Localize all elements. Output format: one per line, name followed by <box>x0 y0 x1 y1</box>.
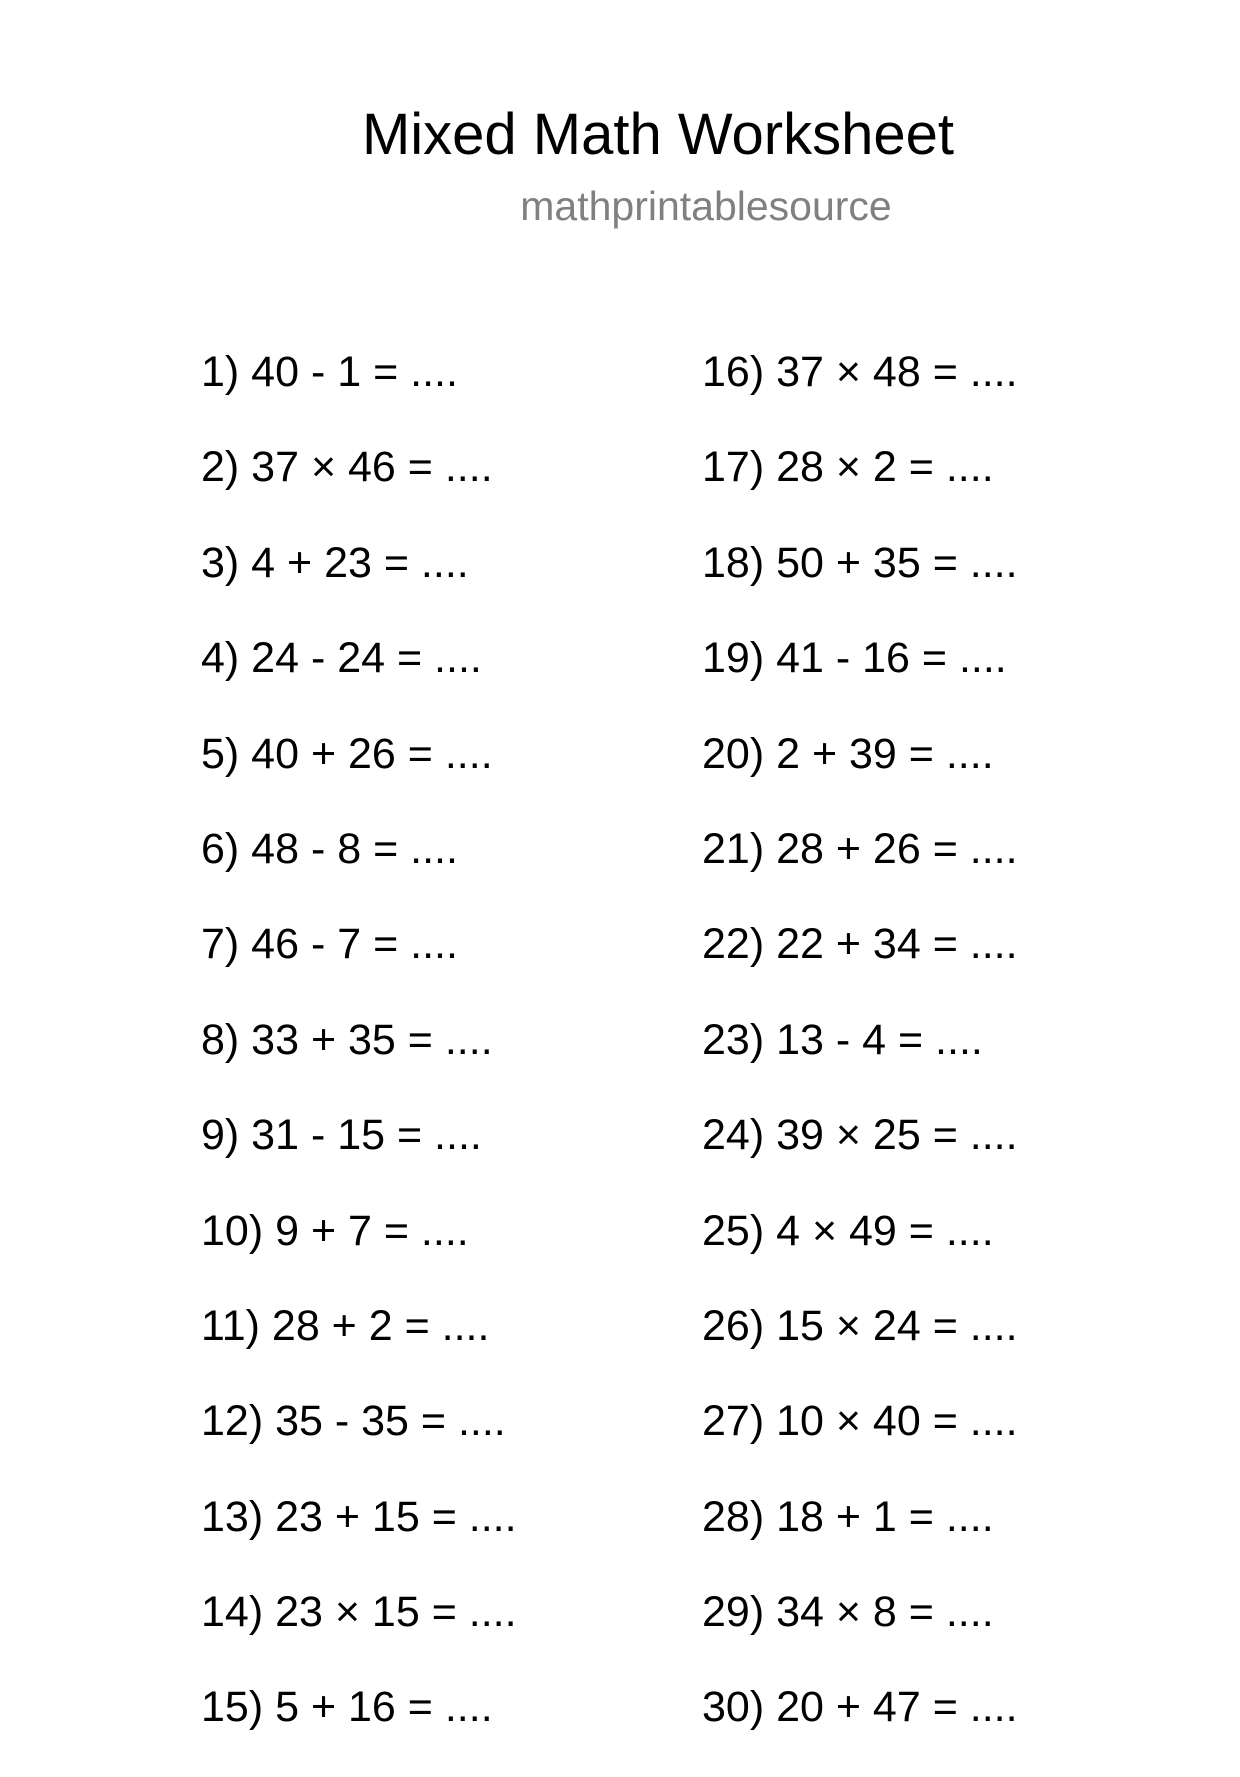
problem-15: 15) 5 + 16 = .... <box>201 1683 493 1732</box>
problem-24: 24) 39 × 25 = .... <box>702 1111 1018 1160</box>
problem-25: 25) 4 × 49 = .... <box>702 1206 994 1255</box>
problem-16: 16) 37 × 48 = .... <box>702 348 1018 396</box>
problem-14: 14) 23 × 15 = .... <box>201 1588 517 1637</box>
problem-26: 26) 15 × 24 = .... <box>702 1301 1018 1350</box>
problem-12: 12) 35 - 35 = .... <box>201 1397 506 1446</box>
problem-3: 3) 4 + 23 = .... <box>201 538 469 587</box>
problem-5: 5) 40 + 26 = .... <box>201 729 493 778</box>
problem-28: 28) 18 + 1 = .... <box>702 1492 994 1541</box>
problem-7: 7) 46 - 7 = .... <box>201 920 458 969</box>
problem-19: 19) 41 - 16 = .... <box>702 634 1007 683</box>
problems-column-left <box>201 346 517 1777</box>
problem-20: 20) 2 + 39 = .... <box>702 729 994 778</box>
problem-11: 11) 28 + 2 = .... <box>201 1301 490 1350</box>
problem-13: 13) 23 + 15 = .... <box>201 1492 517 1541</box>
problem-2: 2) 37 × 46 = .... <box>201 443 493 492</box>
problem-22: 22) 22 + 34 = .... <box>702 920 1018 969</box>
problem-1: 1) 40 - 1 = .... <box>201 348 458 396</box>
problem-30: 30) 20 + 47 = .... <box>702 1683 1018 1732</box>
problem-27: 27) 10 × 40 = .... <box>702 1397 1018 1446</box>
problem-9: 9) 31 - 15 = .... <box>201 1111 482 1160</box>
problem-18: 18) 50 + 35 = .... <box>702 538 1018 587</box>
problem-10: 10) 9 + 7 = .... <box>201 1206 469 1255</box>
problem-4: 4) 24 - 24 = .... <box>201 634 482 683</box>
problem-23: 23) 13 - 4 = .... <box>702 1015 983 1064</box>
problem-17: 17) 28 × 2 = .... <box>702 443 994 492</box>
page-subtitle: mathprintablesource <box>520 183 892 229</box>
page-title: Mixed Math Worksheet <box>361 102 955 167</box>
problem-29: 29) 34 × 8 = .... <box>702 1588 994 1637</box>
problem-8: 8) 33 + 35 = .... <box>201 1015 493 1064</box>
problems-column-right <box>702 346 1018 1777</box>
problem-21: 21) 28 + 26 = .... <box>702 824 1018 873</box>
problem-6: 6) 48 - 8 = .... <box>201 824 458 873</box>
